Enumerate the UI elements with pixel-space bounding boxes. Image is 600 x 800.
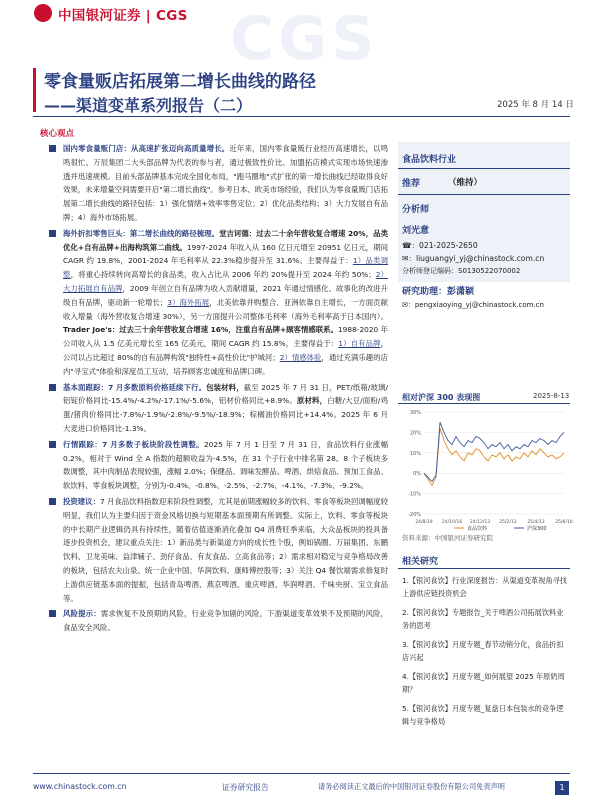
list-item[interactable]: 1.【银河食饮】行业深度报告：从渠道变革视角寻找上游供应链投资机会 xyxy=(402,576,567,598)
relative-performance-chart xyxy=(398,406,573,532)
assistant-email[interactable]: ✉：pengxiaoying_yj@chinastock.com.cn xyxy=(402,301,544,309)
industry-label: 食品饮料行业 xyxy=(402,155,457,165)
paragraph-market-tracking: 行情跟踪：7 月多数子板块阶段性调整。2025 年 7 月 1 日至 7 月 31 日，食品饮料行业涨幅 0.2%，相对于 Wind 全 A 指数的超额收益为-4.5%，在 31 个子行业中排名第 28。8 个子板块多数调整，其中肉制品表现较强，涨幅 2.0%；保健品、调味发酵品、啤酒、烘焙食品、预加工食品、软饮料、零食板块调整，分别为-0.4%、-0.8%、-2.5%、-2.7%、-4.1%、-7.3%、-9.2%。 xyxy=(43,438,388,493)
paragraph-overseas: 海外折扣零售巨头：第二增长曲线的路径梳理。堂吉诃德：过去二十余年营收复合增速 20%，品类优化+自有品牌+出海构筑第二曲线。1997-2024 年收入从 160 亿日元增至 20951 亿日元，期间 CAGR 约 19.8%，2001-2024 年毛利率从 22.3%稳步提升至 31.6%。主要得益于：1）品类调整，将重心持续转向高增长的食品类，收入占比从 2006 年约 20%提升至 2024 年约 50%；2）大力拓展自有品牌，2009 年创立自有品牌为收入贡献增量，2021 年通过情感化、故事化的改进升级自有品牌，驱动新一轮增长；3）海外拓展，北美依靠并购整合、亚洲依靠自主增长，一方面贡献收入增量（海外营收复合增速 30%），另一方面提升公司整体毛利率（海外毛利率高于日本国内）。Trader Joe's：过去三十余年营收复合增速 16%，注重自有品牌+顾客情感联系。1988-2020 年公司收入从 1.5 亿美元增长至 165 亿美元，期间 CAGR 约 15.8%，主要得益于：1）自有品牌，公司以占比超过 80%的自有品牌构筑"独特性+高性价比"护城河；2）情感体验，通过充满乐趣的店内"寻宝式"体验和深度员工互动，培养顾客忠诚度和品牌口碑。 xyxy=(43,227,388,379)
divider xyxy=(398,403,570,404)
footer-center: 证券研究报告 xyxy=(222,783,269,792)
bullet-icon xyxy=(49,384,56,391)
chart-title: 相对沪深 300 表现图 xyxy=(402,393,481,402)
report-subtitle: ——渠道变革系列报告（二） xyxy=(44,96,253,115)
chart-date: 2025-8-13 xyxy=(533,392,570,400)
x-tick-label: 25/6/10 xyxy=(555,520,573,525)
bullet-icon xyxy=(49,441,56,448)
rating-label: 推荐 xyxy=(402,179,421,189)
bullet-icon xyxy=(49,145,56,152)
legend-label: 沪深300 xyxy=(527,526,547,532)
y-tick-label: 10% xyxy=(409,450,421,457)
list-item[interactable]: 4.【银河食饮】月度专题_如何展望 2025 年原奶周期？ xyxy=(402,672,565,694)
rating-value: （维持） xyxy=(448,178,483,188)
y-tick-label: 30% xyxy=(409,410,421,416)
x-tick-label: 25/4/13 xyxy=(527,520,545,525)
y-tick-label: -10% xyxy=(408,491,421,498)
divider xyxy=(398,568,570,569)
analyst-cert: 分析师登记编码：S0130522070002 xyxy=(402,267,521,275)
list-item[interactable]: 2.【银河食饮】专题报告_关于啤酒公司拓展饮料业务的思考 xyxy=(402,608,564,630)
paragraph-fundamentals: 基本面跟踪：7 月多数原料价格延续下行。包装材料，截至 2025 年 7 月 31 日，PET/纸箱/玻璃/铝锭价格同比-15.4%/-4.2%/-17.1%/-5.6%，铝材价格同比+8.9%。原材料，白糖/大豆/面粉/鸡蛋/猪肉价格同比-7.8%/-1.9%/-2.8%/-9.5%/-18.9%；棕榈油价格同比+14.4%。2025 年 6 月大麦进口价格同比-1.3%。 xyxy=(43,381,388,436)
paragraph-risk: 风险提示：需求恢复不及预期的风险，行业竞争加剧的风险，下游渠道变革效果不及预期的风险，食品安全风险。 xyxy=(43,607,388,635)
core-views-heading: 核心观点 xyxy=(40,129,75,139)
paragraph-investment: 投资建议：7 月食品饮料指数迎来阶段性调整，尤其是前期涨幅较多的饮料、零食等板块回调幅度较明显，我们认为主要归因于资金风格切换与短期基本面预期有所调整。实际上，饮料、零食等板块的中长期产业逻辑仍具有持续性，随着估值逐渐消化叠加 Q4 消费旺季来临，大众品板块的投具备逐步投资机会，建议重点关注：1）新品类与新渠道方向的成长性个股，例如锅圈、万届集团、东鹏饮料、卫龙美味、益津辅子、劲仔食品、有友食品、立高食品等；2）需求相对稳定与竞争格局改善的板块，包括农夫山泉、统一企业中国、华润饮料、康师傅控股等；3）关注 Q4 餐饮端需求修复时上游供应链基本面的提振，包括青岛啤酒、燕京啤酒、重庆啤酒、华润啤酒、千味央厨、宝立食品等。 xyxy=(43,495,388,605)
y-tick-label: 0% xyxy=(413,471,421,478)
title-accent-bar xyxy=(33,68,36,112)
bullet-icon xyxy=(49,230,56,237)
x-tick-label: 24/8/19 xyxy=(415,520,433,525)
page-number: 1 xyxy=(555,781,569,795)
divider xyxy=(398,168,570,169)
core-views-body xyxy=(43,142,388,637)
report-title: 零食量贩店拓展第二增长曲线的路径 xyxy=(44,72,316,92)
bullet-icon xyxy=(49,498,56,505)
list-item[interactable]: 3.【银河食饮】月度专题_春节动销分化，食品折扣店兴起 xyxy=(402,640,564,662)
related-research-list xyxy=(402,574,568,734)
company-logo: 中国银河证券 | CGS xyxy=(58,8,188,24)
cgs-logo-icon xyxy=(34,4,52,22)
series-line-食品饮料 xyxy=(424,428,564,485)
bullet-icon xyxy=(49,610,56,617)
divider xyxy=(398,194,570,195)
analyst-phone: ☎：021-2025-2650 xyxy=(402,241,478,250)
paragraph-market: 国内零食量贩门店：从高速扩张迈向高质量增长。近年来，国内零食量贩行业经历高速增长，以鸣鸣很忙、万辰集团二大头部品牌为代表的参与者，通过极致性价比、加盟拓店模式实现市场快速渗透并迅速规模。目前头部品牌基本完成全国化布局，"跑马圈地"式扩张的第一增长曲线已经取得良好效果，未来增量空间需要开启"第二增长曲线"。参考日本、欧美市场经验，我们认为零食量贩门店拓展第二增长曲线的路径包括：1）强化情绪+效率零售定位；2）优化品类结构；3）大力发展自有品牌；4）海外市场拓展。 xyxy=(43,142,388,225)
watermark: CGS xyxy=(230,4,379,74)
y-tick-label: 20% xyxy=(409,430,421,437)
x-tick-label: 24/10/16 xyxy=(441,520,463,525)
x-tick-label: 24/12/13 xyxy=(469,520,491,525)
y-tick-label: -20% xyxy=(408,512,421,518)
footer-website[interactable]: www.chinastock.com.cn xyxy=(33,782,127,791)
footer-disclaimer: 请务必阅读正文最后的中国银河证券股份有限公司免责声明 xyxy=(318,782,505,791)
analyst-email[interactable]: ✉：liuguangyi_yj@chinastock.com.cn xyxy=(402,254,545,263)
list-item[interactable]: 5.【银河食饮】月度专题_复盘日本包装水的竞争逻辑与竞争格局 xyxy=(402,704,564,726)
chart-source: 资料来源：中国银河证券研究院 xyxy=(402,534,493,542)
footer-divider xyxy=(33,773,570,774)
report-date: 2025 年 8 月 14 日 xyxy=(497,100,574,110)
x-tick-label: 25/2/12 xyxy=(499,520,517,525)
analyst-heading: 分析师 xyxy=(402,205,430,215)
related-research-heading: 相关研究 xyxy=(402,557,439,567)
legend-label: 食品饮料 xyxy=(467,526,488,532)
assistant-heading: 研究助理：彭潇颖 xyxy=(402,287,475,297)
analyst-name: 刘光意 xyxy=(402,226,430,236)
divider xyxy=(33,116,570,117)
